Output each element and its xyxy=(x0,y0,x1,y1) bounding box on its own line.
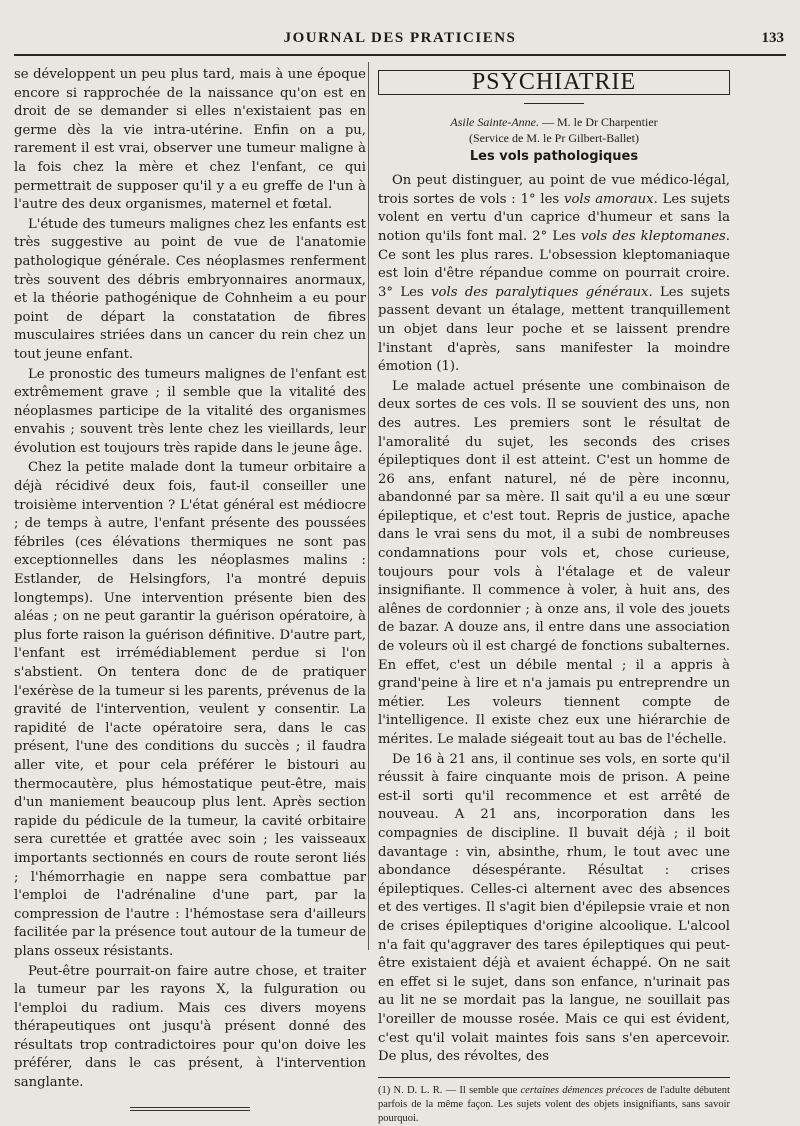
byline xyxy=(378,114,730,146)
paragraph: Le pronostic des tumeurs malignes de l'enfant est extrêmement grave ; il semble que la vitalité des néoplasmes participe de la vitalité des organismes envahis ; souvent très lente chez les vieillards, leur évolution est toujours très rapide dans le jeune âge. xyxy=(14,366,366,456)
paragraph: De 16 à 21 ans, il continue ses vols, en sorte qu'il réussit à faire cinquante mois de prison. A peine est-il sorti qu'il recommence et est arrêté de nouveau. A 21 ans, incorporation dans les compagnies de discipline. Il buvait déjà ; il boit davantage : vin, absinthe, rhum, le tout avec une abondance désespérante. Résultat : crises épileptiques. Celles-ci alternent avec des absences et des vertiges. Il s'agit bien d'épilepsie vraie et non de crises épileptiques d'origine alcoolique. L'alcool n'a fait qu'aggraver des tares épileptiques qui peut-être existaient déjà et avaient échappé. On ne sait en effet si le sujet, dans son enfance, n'urinait pas au lit ne se mordait pas la langue, ne souillait pas l'oreiller de mousse rosée. Mais ce qui est évident, c'est qu'il volait maintes fois sans s'en apercevoir. De plus, des révoltes, des xyxy=(378,751,730,1065)
paragraph: On peut distinguer, au point de vue médico-légal, trois sortes de vols : 1° les vols amoraux. Les sujets volent en vertu d'un caprice d'humeur et sans la notion qu'ils font mal. 2° Les vols des kleptomanes. Ce sont les plus rares. L'obsession kleptomaniaque est loin d'être répandue comme on pourrait croire. 3° Les vols des paralytiques généraux. Les sujets passent devant un étalage, mettent tranquillement un objet dans leur poche et se laissent prendre l'instant d'après, sans manifester la moindre émotion (1). xyxy=(378,173,730,375)
byline-institution: Asile Sainte-Anne. xyxy=(450,114,539,129)
byline-author: — M. le Dr Charpentier xyxy=(539,114,658,129)
paragraph: se développent un peu plus tard, mais à une époque encore si rapprochée de la naissance qu'on est en droit de se demander si elles n'existaient pas en germe dès la vie intra-utérine. Enfin on a pu, rarement il est vrai, observer une tumeur maligne à la fois chez la mère et chez l'enfant, ce qui permettrait de supposer qu'il y a eu greffe de l'un à l'autre des deux organismes, maternel et fœtal. xyxy=(14,67,366,213)
end-rule xyxy=(130,1107,250,1108)
page-number: 133 xyxy=(761,30,784,46)
running-header xyxy=(14,24,786,56)
byline-service: (Service de M. le Pr Gilbert-Ballet) xyxy=(469,130,639,145)
column-divider xyxy=(368,62,369,950)
section-title: PSYCHIATRIE xyxy=(378,70,730,95)
paragraph: Le malade actuel présente une combinaison de deux sortes de ces vols. Il se souvient des uns, non des autres. Les premiers sont le résultat de l'amoralité du sujet, les seconds des crises épileptiques dont il est atteint. C'est un homme de 26 ans, enfant naturel, né de père inconnu, abandonné par sa mère. Il sait qu'il a eu une sœur épileptique, et c'est tout. Repris de justice, apache dans le vrai sens du mot, il a subi de nombreuses condamnations pour vols et, chose curieuse, toujours pour vols à l'étalage et de valeur insignifiante. Il commence à voler, à huit ans, des alênes de cordonnier ; à onze ans, il vole des jouets de bazar. A douze ans, il entre dans une association de voleurs où il est chargé de fonctions subalternes. En effet, c'est un débile mental ; il a appris à grand'peine à lire et n'a jamais pu entreprendre un métier. Les voleurs tiennent compte de l'intelligence. Il existe chez eux une hiérarchie de mérites. Le malade siégeait tout au bas de l'échelle. xyxy=(378,378,730,747)
article-subtitle: Les vols pathologiques xyxy=(469,148,639,164)
journal-title: JOURNAL DES PRATICIENS xyxy=(283,30,517,46)
title-rule xyxy=(524,103,584,104)
left-column xyxy=(14,66,366,1111)
paragraph: Peut-être pourrait-on faire autre chose, et traiter la tumeur par les rayons X, la fulguration ou l'emploi du radium. Mais ces divers moyens thérapeutiques ont jusqu'à présent donné des résultats trop contradictoires pour qu'on doive les préférer, dans le cas présent, à l'intervention sanglante. xyxy=(14,963,366,1091)
paragraph: Chez la petite malade dont la tumeur orbitaire a déjà récidivé deux fois, faut-il conseiller une troisième intervention ? L'état général est médiocre ; de temps à autre, l'enfant présente des poussées fébriles (ces élévations thermiques ne sont pas exceptionnelles dans les néoplasmes malins : Estlander, de Helsingfors, l'a montré depuis longtemps). Une intervention présente bien des aléas ; on ne peut garantir la guérison opératoire, à plus forte raison la guérison définitive. D'autre part, l'enfant est irrémédiablement perdue si l'on s'abstient. On tentera donc de de pratiquer l'exérèse de la tumeur si les parents, prévenus de la gravité de l'intervention, veulent y consentir. La rapidité de l'acte opératoire sera, dans le cas présent, l'une des conditions du succès ; il faudra aller vite, et pour cela préférer le bistouri au thermocautère, plus hémostatique peut-être, mais d'un maniement beaucoup plus lent. Après section rapide du pédicule de la tumeur, la cavité orbitaire sera curettée et grattée avec soin ; les vaisseaux importants sectionnés en cours de route seront liés ; l'hémorrhagie en nappe sera combattue par l'emploi de l'adrénaline d'une part, par la compression de l'autre : l'hémostase sera d'ailleurs facilitée par la présence tout autour de la tumeur de plans osseux résistants. xyxy=(14,460,366,959)
end-rule xyxy=(130,1110,250,1111)
paragraph: L'étude des tumeurs malignes chez les enfants est très suggestive au point de vue de l'anatomie pathologique générale. Ces néoplasmes renferment très souvent des débris embryonnaires anormaux, et la théorie pathogénique de Cohnheim a eu pour point de départ la constatation de fibres musculaires striées dans un cancer du rein chez un tout jeune enfant. xyxy=(14,216,366,362)
right-column xyxy=(378,66,730,1126)
footnote: (1) N. D. L. R. — Il semble que certaines démences précoces de l'adulte débutent parfois de la même façon. Les sujets volent des objets insignifiants, sans savoir pourquoi. xyxy=(378,1077,730,1126)
